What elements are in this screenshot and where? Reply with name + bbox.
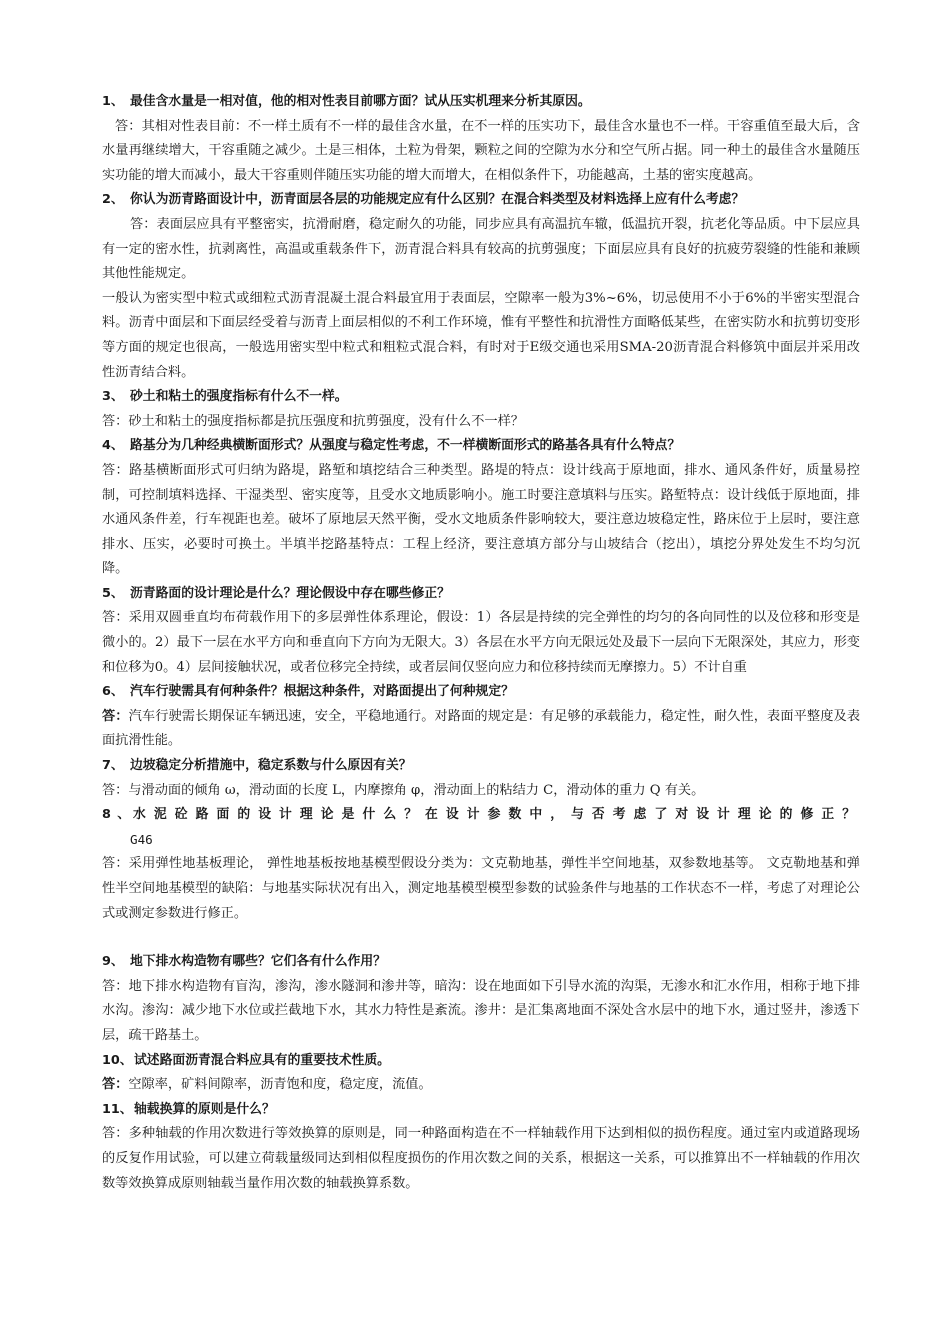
question-number: 8、 [102,807,130,823]
answer-8: 答：采用弹性地基板理论， 弹性地基板按地基模型假设分类为：文克勒地基，弹性半空间地基，双参数地基等。 文克勒地基和弹性半空间地基模型的缺陷：与地基实际状况有出入，测定地基模型模型参数的试验条件与地基的工作状态不一样，考虑了对理论公式或测定参数进行修正。 [102,856,860,921]
question-text: 地下排水构造物有哪些？它们各有什么作用？ [130,954,386,970]
question-10 [102,1049,860,1074]
question-number: 3、 [102,389,124,405]
question-text: 砂土和粘土的强度指标有什么不一样。 [130,389,348,405]
answer-lead: 答： [102,1077,129,1093]
answer-10 [102,1073,860,1098]
question-text: 汽车行驶需具有何种条件？根据这种条件，对路面提出了何种规定？ [130,684,514,700]
blank-line [102,926,860,950]
answer-7: 答：与滑动面的倾角 ω，滑动面的长度 L，内摩擦角 φ，滑动面上的粘结力 C，滑动体的重力 Q 有关。 [102,782,705,798]
question-text: 沥青路面的设计理论是什么？理论假设中存在哪些修正？ [130,585,450,601]
question-number: 7、 [102,758,124,774]
question-number: 10、 [102,1052,133,1068]
question-8-code: G46 [130,831,153,847]
question-text: 最佳含水量是一相对值，他的相对性表目前哪方面？试从压实机理来分析其原因。 [130,94,591,109]
question-3 [102,385,860,410]
question-text: 路基分为几种经典横断面形式？从强度与稳定性考虑，不一样横断面形式的路基各具有什么特点？ [130,438,681,454]
question-5 [102,582,860,607]
question-text: 边坡稳定分析措施中，稳定系数与什么原因有关？ [130,758,412,774]
answer-9: 答：地下排水构造物有盲沟，渗沟，渗水隧洞和渗井等，暗沟：设在地面如下引导水流的沟渠，无渗水和汇水作用，相称于地下排水沟。渗沟：减少地下水位或拦截地下水，其水力特性是紊流。渗井：是汇集离地面不深处含水层中的地下水，通过竖井，渗透下层，疏干路基土。 [102,978,860,1043]
question-number: 9、 [102,954,124,970]
answer-2-part-2: 一般认为密实型中粒式或细粒式沥青混凝土混合料最宜用于表面层，空隙率一般为3%~6%，切忌使用不小于6%的半密实型混合料。沥青中面层和下面层经受着与沥青上面层相似的不利工作环境，惟有平整性和抗滑性方面略低某些，在密实防水和抗剪切变形等方面的规定也很高，一般选用密实型中粒式和粗粒式混合料，有时对于E级交通也采用SMA-20沥青混合料修筑中面层并采用改性沥青结合料。 [102,290,860,380]
answer-1: 答：其相对性表目前：不一样土质有不一样的最佳含水量，在不一样的压实功下，最佳含水量也不一样。干容重值至最大后，含水量再继续增大，干容重随之减少。土是三相体，土粒为骨架，颗粒之间的空隙为水分和空气所占据。同一种土的最佳含水量随压实功能的增大而减小，最大干容重则伴随压实功能的增大而增大，在相似条件下，功能越高，土基的密实度越高。 [102,118,860,183]
question-number: 1、 [102,94,124,109]
question-text: 你认为沥青路面设计中，沥青面层各层的功能规定应有什么区别？在混合料类型及材料选择上应有什么考虑？ [130,192,745,208]
answer-6 [102,705,860,754]
answer-text: 空隙率，矿料间隙率，沥青饱和度，稳定度，流值。 [128,1077,432,1093]
answer-2-part-1: 答：表面层应具有平整密实，抗滑耐磨，稳定耐久的功能，同步应具有高温抗车辙，低温抗开裂，抗老化等品质。中下层应具有一定的密水性，抗剥离性，高温或重载条件下，沥青混合料具有较高的抗剪强度；下面层应具有良好的抗疲劳裂缝的性能和兼顾其他性能规定。 [102,216,860,282]
question-11 [102,1098,860,1123]
answer-text: 汽车行驶需长期保证车辆迅速，安全，平稳地通行。对路面的规定是：有足够的承载能力，稳定性，耐久性，表面平整度及表面抗滑性能。 [102,708,861,749]
question-number: 11、 [102,1101,133,1117]
answer-3: 答：砂土和粘土的强度指标都是抗压强度和抗剪强度，没有什么不一样？ [102,413,524,429]
question-1 [102,90,860,115]
question-text: 轴载换算的原则是什么？ [134,1101,275,1117]
question-text: 试述路面沥青混合料应具有的重要技术性质。 [134,1052,390,1068]
question-7 [102,754,860,779]
answer-5: 答：采用双圆垂直均布荷载作用下的多层弹性体系理论，假设：1）各层是持续的完全弹性的均匀的各向同性的以及位移和形变是微小的。2）最下一层在水平方向和垂直向下方向为无限大。3）各层在水平方向无限远处及最下一层向下无限深处，其应力，形变和位移为0。4）层间接触状况，或者位移完全持续，或者层间仅竖向应力和位移持续而无摩擦力。5）不计自重 [102,610,860,675]
answer-lead: 答： [102,708,129,724]
question-2 [102,188,860,213]
question-number: 6、 [102,684,124,700]
answer-4: 答：路基横断面形式可归纳为路堤，路堑和填挖结合三种类型。路堤的特点：设计线高于原地面，排水、通风条件好，质量易控制，可控制填料选择、干湿类型、密实度等，且受水文地质影响小。施工时要注意填料与压实。路堑特点：设计线低于原地面，排水通风条件差，行车视距也差。破坏了原地层天然平衡，受水文地质条件影响较大，要注意边坡稳定性，路床位于上层时，要注意排水、压实，必要时可换土。半填半挖路基特点：工程上经济，要注意填方部分与山坡结合（挖出），填挖分界处发生不均匀沉降。 [102,462,860,577]
question-text: 水泥砼路面的设计理论是什么？在设计参数中，与否考虑了对设计理论的修正？ [130,807,860,823]
question-9 [102,950,860,975]
question-number: 5、 [102,585,124,601]
question-8 [102,803,860,828]
question-number: 4、 [102,438,124,454]
question-4 [102,434,860,459]
question-6 [102,680,860,705]
question-number: 2、 [102,192,124,208]
answer-11: 答：多种轴载的作用次数进行等效换算的原则是，同一种路面构造在不一样轴载作用下达到相似的损伤程度。通过室内或道路现场的反复作用试验，可以建立荷载量级同达到相似程度损伤的作用次数之间的关系，根据这一关系，可以推算出不一样轴载的作用次数等效换算成原则轴载当量作用次数的轴载换算系数。 [102,1126,860,1191]
